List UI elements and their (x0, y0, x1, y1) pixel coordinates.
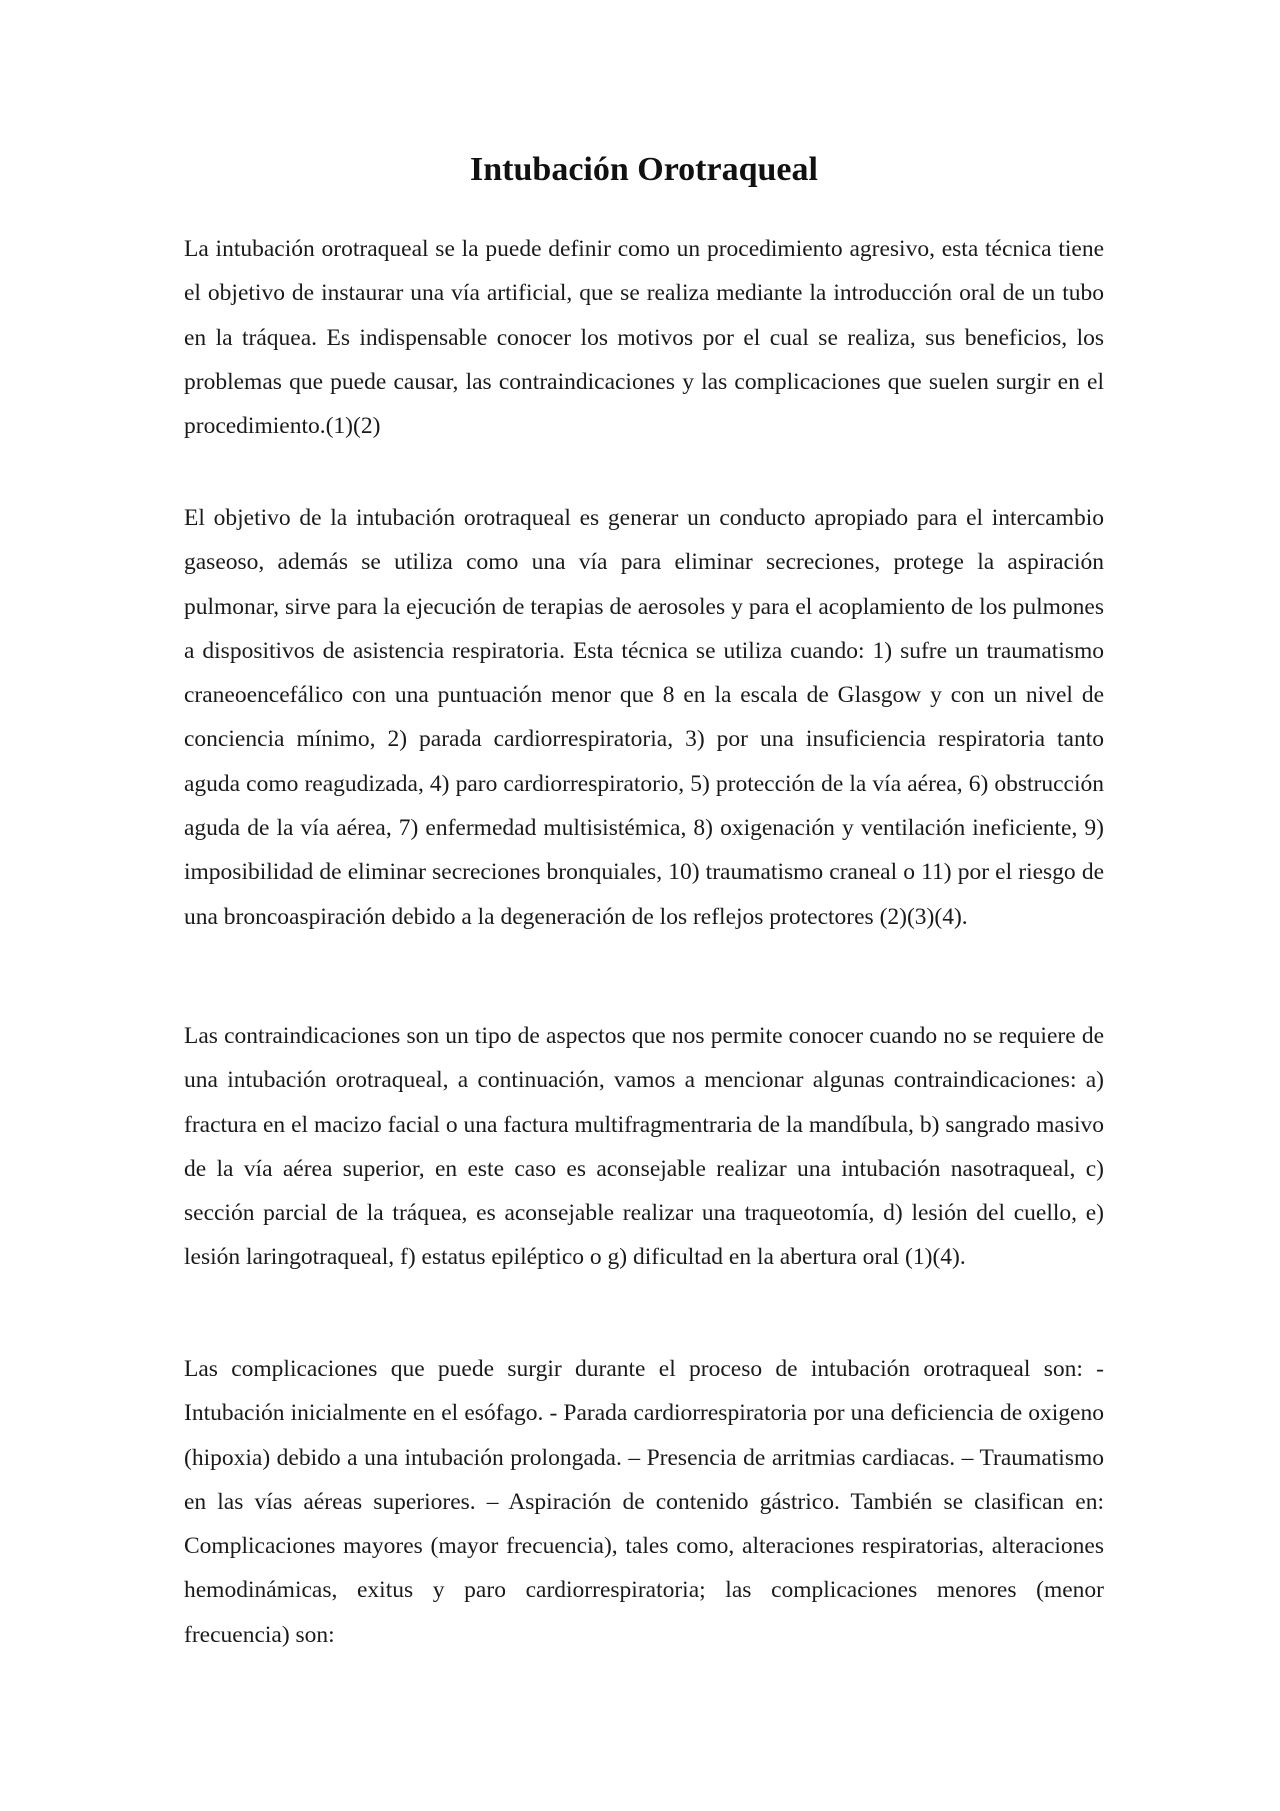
paragraph-definition: La intubación orotraqueal se la puede definir como un procedimiento agresivo, esta técnica tiene el objetivo de instaurar una vía artificial, que se realiza mediante la introducción oral de un tubo en la tráquea. Es indispensable conocer los motivos por el cual se realiza, sus beneficios, los problemas que puede causar, las contraindicaciones y las complicaciones que suelen surgir en el procedimiento.(1)(2) (184, 236, 1104, 440)
paragraph-complications: Las complicaciones que puede surgir durante el proceso de intubación orotraqueal son: - Intubación inicialmente en el esófago. - Parada cardiorrespiratoria por una deficiencia de oxigeno (hipoxia) debido a una intubación prolongada. – Presencia de arritmias cardiacas. – Traumatismo en las vías aéreas superiores. – Aspiración de contenido gástrico. También se clasifican en: Complicaciones mayores (mayor frecuencia), tales como, alteraciones respiratorias, alteraciones hemodinámicas, exitus y paro cardiorrespiratoria; las complicaciones menores (menor frecuencia) son: (184, 1356, 1104, 1648)
page-title: Intubación Orotraqueal (470, 151, 818, 188)
paragraph-objective: El objetivo de la intubación orotraqueal es generar un conducto apropiado para el intercambio gaseoso, además se utiliza como una vía para eliminar secreciones, protege la aspiración pulmonar, sirve para la ejecución de terapias de aerosoles y para el acoplamiento de los pulmones a dispositivos de asistencia respiratoria. Esta técnica se utiliza cuando: 1) sufre un traumatismo craneoencefálico con una puntuación menor que 8 en la escala de Glasgow y con un nivel de conciencia mínimo, 2) parada cardiorrespiratoria, 3) por una insuficiencia respiratoria tanto aguda como reagudizada, 4) paro cardiorrespiratorio, 5) protección de la vía aérea, 6) obstrucción aguda de la vía aérea, 7) enfermedad multisistémica, 8) oxigenación y ventilación ineficiente, 9) imposibilidad de eliminar secreciones bronquiales, 10) traumatismo craneal o 11) por el riesgo de una broncoaspiración debido a la degeneración de los reflejos protectores (2)(3)(4). (184, 505, 1104, 930)
paragraph-contraindications: Las contraindicaciones son un tipo de aspectos que nos permite conocer cuando no se requiere de una intubación orotraqueal, a continuación, vamos a mencionar algunas contraindicaciones: a) fractura en el macizo facial o una factura multifragmentraria de la mandíbula, b) sangrado masivo de la vía aérea superior, en este caso es aconsejable realizar una intubación nasotraqueal, c) sección parcial de la tráquea, es aconsejable realizar una traqueotomía, d) lesión del cuello, e) lesión laringotraqueal, f) estatus epiléptico o g) dificultad en la abertura oral (1)(4). (184, 1023, 1104, 1271)
